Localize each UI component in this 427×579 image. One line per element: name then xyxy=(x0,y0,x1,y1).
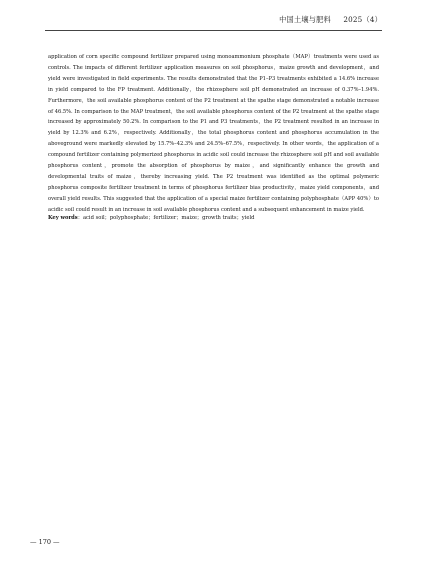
keywords-separator: ： xyxy=(77,215,83,221)
journal-name: 中国土壤与肥料 xyxy=(279,15,331,24)
keywords-label: Key words xyxy=(48,215,78,221)
journal-issue: 2025（4） xyxy=(343,15,382,24)
abstract-text: application of corn specific compound fertilizer prepared using monoammonium phosphate（MAP）treatments were used as controls. The impacts of different fertilizer application measures on soil phosphorus，maize growth and development，and yield were investigated in field experiments. The results demonstrated that the P1–P3 treatments exhibited a 14.6% increase in yield compared to the FP treatment. Additionally，the rhizosphere soil pH demonstrated an increase of 0.37%–1.94%. Furthermore，the soil available phosphorus content of the P2 treatment at the spathe stage demonstrated a notable increase of 46.5%. In comparison to the MAP treatment，the soil available phosphorus content of the P2 treatment at the spathe stage increased by approximately 50.2%. In comparison to the P1 and P3 treatments，the P2 treatment resulted in an increase in yield by 12.3% and 6.2%，respectively. Additionally，the total phosphorus content and phosphorus accumulation in the aboveground were markedly elevated by 15.7%–42.3% and 24.5%–67.5%，respectively. In other words，the application of a compound fertilizer containing polymerized phosphorus in acidic soil could increase the rhizosphere soil pH and soil available phosphorus content，promote the absorption of phosphorus by maize，and significantly enhance the growth and developmental traits of maize，thereby increasing yield. The P2 treatment was identified as the optimal polymeric phosphorus composite fertilizer treatment in terms of phosphorus fertilizer bias productivity，maize yield components，and overall yield results. This suggested that the application of a special maize fertilizer containing polyphosphate（APP 40%）to acidic soil could result in an increase in soil available phosphorus content and a subsequent enhancement in maize yield. xyxy=(48,54,379,213)
keywords-line xyxy=(48,213,379,223)
running-header xyxy=(279,15,382,25)
page-number: — 170 — xyxy=(30,538,60,546)
keywords-list: acid soil；polyphosphate；fertilizer；maize；growth traits；yield xyxy=(82,215,255,221)
header-gap xyxy=(333,15,340,24)
header-rule xyxy=(45,30,382,31)
